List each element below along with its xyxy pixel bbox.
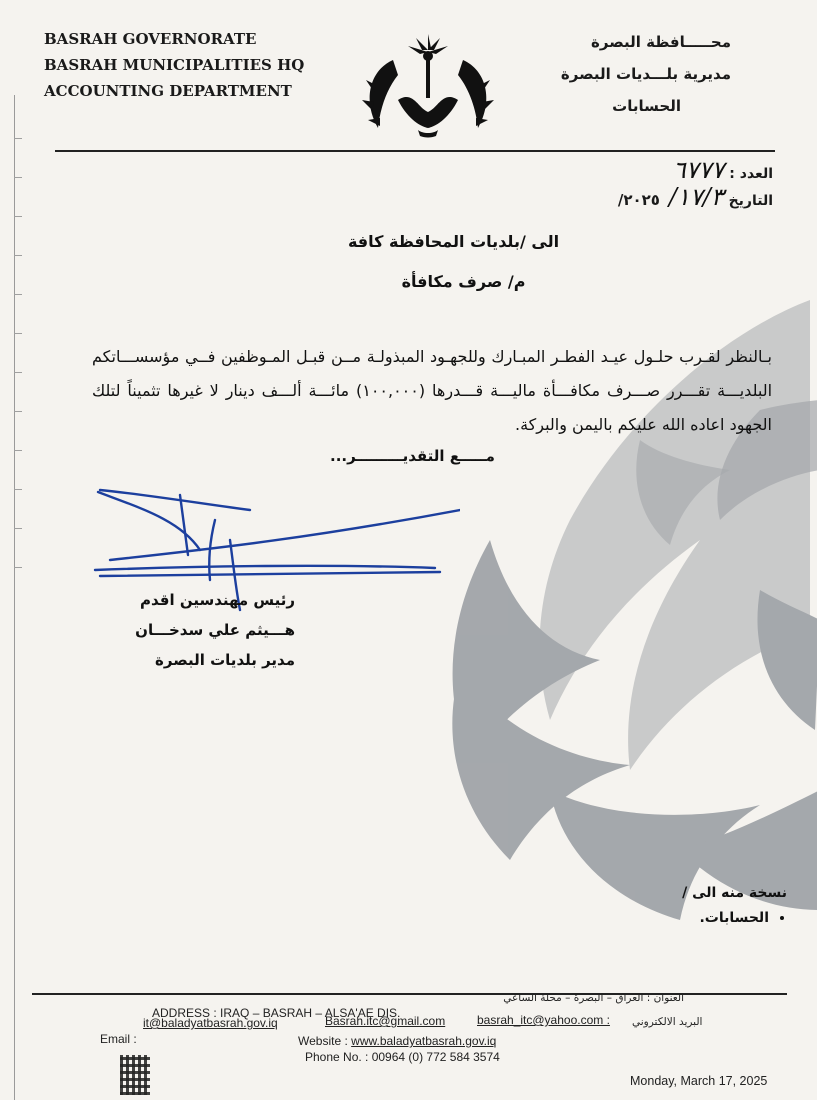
reference-number [673, 156, 773, 184]
header-en-line: ACCOUNTING DEPARTMENT [44, 82, 292, 100]
footer-address-ar: العنوان : العراق – البصرة – محلة الساعي [503, 992, 684, 1004]
footer-email-label-ar: البريد الالكتروني [632, 1016, 703, 1028]
footer-email-label: Email : [100, 1032, 137, 1046]
header-en-line: BASRAH MUNICIPALITIES HQ [44, 56, 305, 74]
header-ar-line: مديرية بلـــديات البصرة [560, 65, 731, 83]
copy-to-list [682, 907, 787, 929]
signatory-name: هـــيثم علي سدخـــان [135, 621, 295, 639]
number-value: ٦٧٧٧ [672, 156, 725, 184]
footer-address-en: ADDRESS : IRAQ – BASRAH – ALSA'AE DIS. [152, 1006, 401, 1020]
governorate-logo [358, 30, 498, 142]
copy-to-label: نسخة منه الى / [682, 885, 787, 901]
addressee: الى /بلديات المحافظة كافة [347, 232, 560, 251]
header-english [44, 26, 304, 104]
date-year: ٢٠٢٥/ [617, 191, 660, 209]
letter-date [618, 183, 773, 211]
closing-regards: مـــــع التقديـــــــــر... [330, 447, 495, 465]
number-label: العدد : [729, 166, 773, 182]
header-en-line: BASRAH GOVERNORATE [44, 30, 257, 48]
header-ar-line: الحسابات [612, 97, 681, 115]
signatory-block [95, 585, 295, 675]
website-link[interactable]: www.baladyatbasrah.gov.iq [351, 1034, 497, 1048]
subject-line: م/ صرف مكافأة [401, 272, 526, 291]
footer-email-link[interactable]: basrah_itc@yahoo.com : [477, 1013, 610, 1027]
signatory-title: رئيس مهندسين اقدم [139, 591, 295, 609]
print-date: Monday, March 17, 2025 [630, 1074, 768, 1088]
footer-phone: Phone No. : 00964 (0) 772 584 3574 [305, 1050, 500, 1064]
footer-website [298, 1034, 496, 1048]
header-arabic [531, 26, 731, 122]
website-label: Website : [298, 1034, 348, 1048]
header-ar-line: محـــــافظة البصرة [591, 33, 731, 51]
copy-to [682, 885, 787, 929]
copy-to-item: • الحسابات. [682, 907, 769, 929]
header-divider [55, 150, 775, 152]
footer-email-link[interactable]: Basrah.itc@gmail.com [325, 1014, 446, 1028]
footer-email-link[interactable]: it@baladyatbasrah.gov.iq [143, 1016, 278, 1030]
letter-body: بـالنظر لقـرب حلـول عيـد الفطـر المبـارك وللجهـود المبذولـة مــن قبـل المـوظفين فــي مؤسســـاتكم البلديـــة تقـــرر صـــرف مكافـــأة ماليـــة قـــدرها (١٠٠,٠٠٠) مائـــة ألـــف دينار لا غيرها تثميناً لتلك الجهود اعاده الله عليكم باليمن والبركة. [92, 347, 773, 434]
date-label: التاريخ [728, 193, 773, 209]
date-handwritten: ١٧/٣/ [668, 183, 724, 211]
qr-code [120, 1055, 150, 1095]
signatory-position: مدير بلديات البصرة [155, 651, 295, 669]
